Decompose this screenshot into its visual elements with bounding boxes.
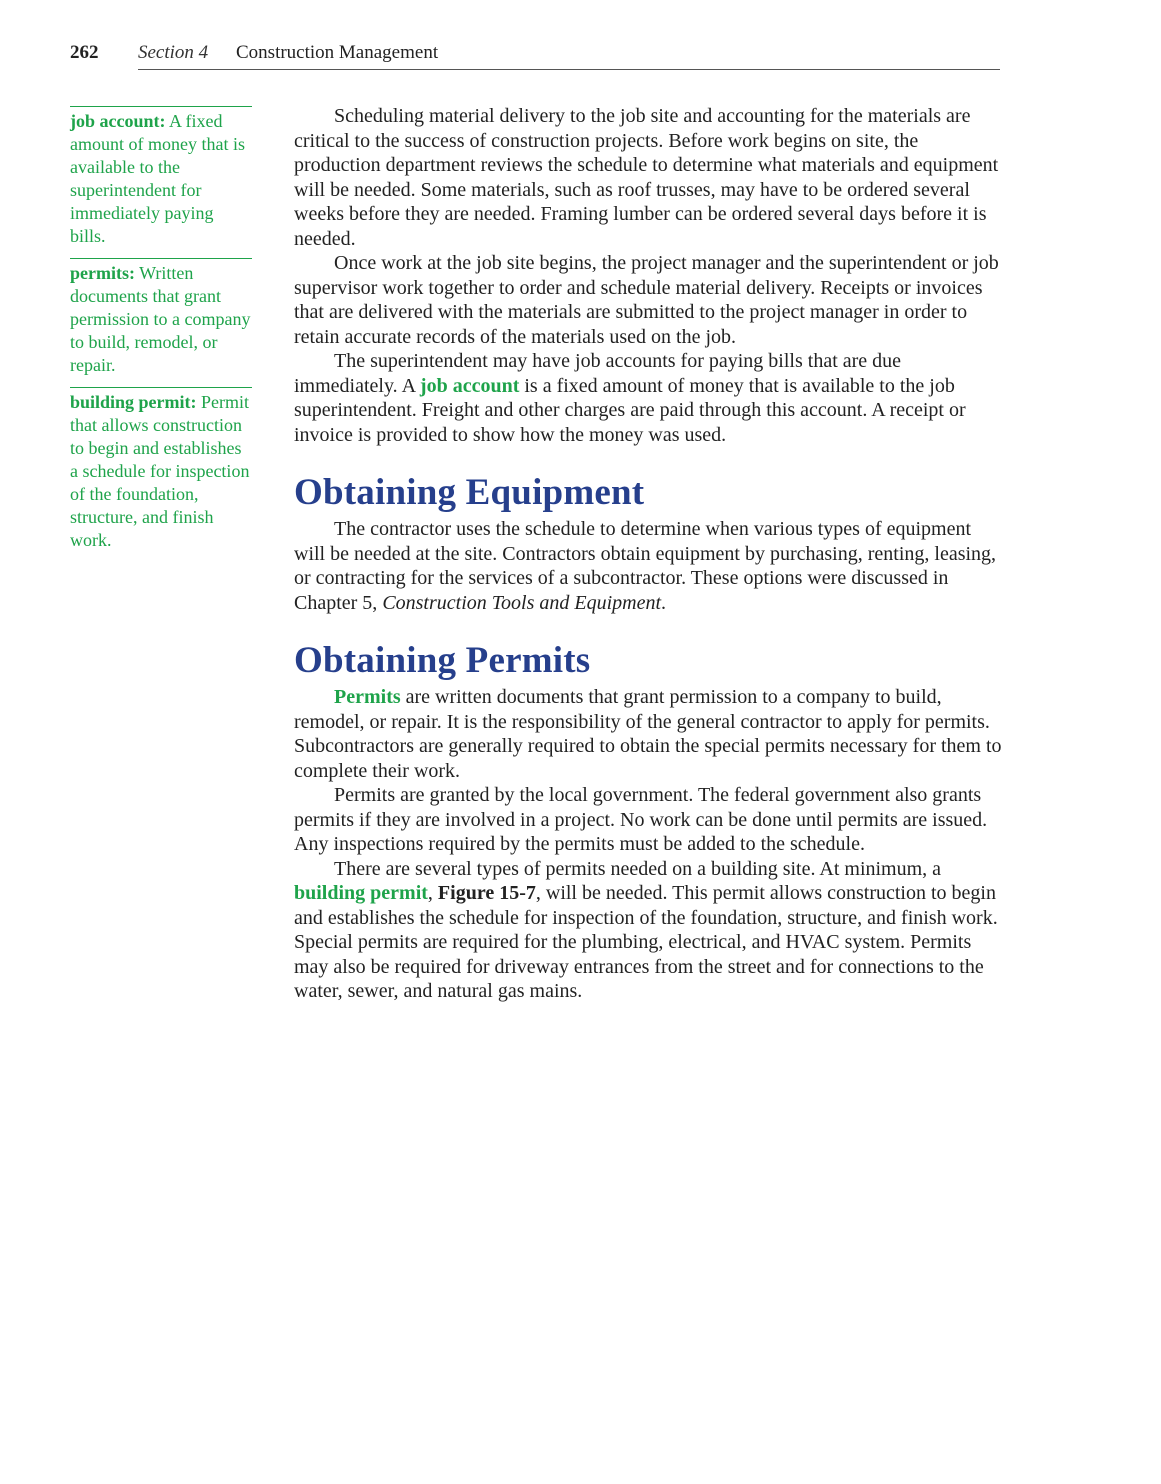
glossary-definition: Written documents that grant permission to a company to build, remodel, or repair. [70, 263, 251, 375]
glossary-definition: Permit that allows construction to begin and establishes a schedule for inspection of the foundation, structure, and finish work. [70, 392, 250, 550]
glossary-term: job account: [70, 111, 166, 131]
main-body [294, 104, 1006, 1004]
margin-glossary [70, 106, 252, 562]
heading-obtaining-permits: Obtaining Permits [294, 640, 591, 681]
text: The contractor uses the schedule to determine when various types of equipment will be needed at the site. Contractors obtain equipment by purchasing, renting, leasing, or contracting for the services of a subcontractor. These options were discussed in Chapter 5, [294, 518, 997, 614]
figure-reference[interactable]: Figure 15-7 [437, 882, 536, 904]
equipment-paragraph-1 [294, 517, 1006, 615]
keyword-job-account: job account [419, 374, 520, 397]
permits-paragraph-2: Permits are granted by the local government. The federal government also grants permits if they are involved in a project. No work can be done until permits are issued. Any inspections required by the permits must be added to the schedule. [294, 784, 988, 855]
glossary-term: permits: [70, 263, 135, 283]
glossary-entry-building-permit [70, 387, 252, 552]
text: , will be needed. This permit allows construction to begin and establishes the schedule for inspection of the foundation, structure, and finish work. Special permits are required for the plumbing, electrical, and HVAC system. Permits may also be required for driveway entrances from the street and for connections to the water, sewer, and natural gas mains. [294, 882, 998, 1002]
intro-paragraph-3 [294, 349, 1006, 447]
text: . [661, 591, 667, 614]
running-head [70, 40, 1000, 70]
book-title-reference: Construction Tools and Equipment [382, 591, 662, 614]
heading-obtaining-equipment: Obtaining Equipment [294, 472, 645, 513]
glossary-entry-job-account [70, 106, 252, 248]
text: is a fixed amount of money that is available to the job superintendent. Freight and other charges are paid through this account. A receipt or invoice is provided to show how the money was used. [294, 374, 966, 446]
glossary-definition: A fixed amount of money that is available to the superintendent for immediately paying bills. [70, 111, 245, 246]
text: The superintendent may have job accounts for paying bills that are due immediately. A [294, 350, 902, 397]
intro-paragraph-2: Once work at the job site begins, the project manager and the superintendent or job supervisor work together to order and schedule material delivery. Receipts or invoices that are delivered with the materials are submitted to the project manager in order to retain accurate records of the materials used on the job. [294, 252, 999, 348]
section-label: Section 4 [138, 42, 209, 63]
text: , [427, 882, 438, 904]
page-number: 262 [70, 42, 99, 63]
keyword-building-permit: building permit [294, 882, 428, 904]
glossary-term: building permit: [70, 392, 197, 412]
text: are written documents that grant permission to a company to build, remodel, or repair. It is the responsibility of the general contractor to apply for permits. Subcontractors are generally required to obtain the special permits necessary for them to complete their work. [294, 686, 1002, 782]
keyword-permits: Permits [334, 686, 401, 708]
permits-paragraph-1 [294, 685, 1006, 783]
header-rule [138, 69, 1000, 70]
permits-paragraph-3 [294, 857, 1006, 1004]
chapter-title: Construction Management [236, 42, 439, 63]
glossary-entry-permits [70, 258, 252, 377]
text: There are several types of permits needed on a building site. At minimum, a [334, 857, 942, 880]
intro-paragraph-1: Scheduling material delivery to the job site and accounting for the materials are critical to the success of construction projects. Before work begins on site, the production department reviews the schedule to determine what materials and equipment will be needed. Some materials, such as roof trusses, may have to be ordered several weeks before they are needed. Framing lumber can be ordered several days before it is needed. [294, 105, 999, 250]
